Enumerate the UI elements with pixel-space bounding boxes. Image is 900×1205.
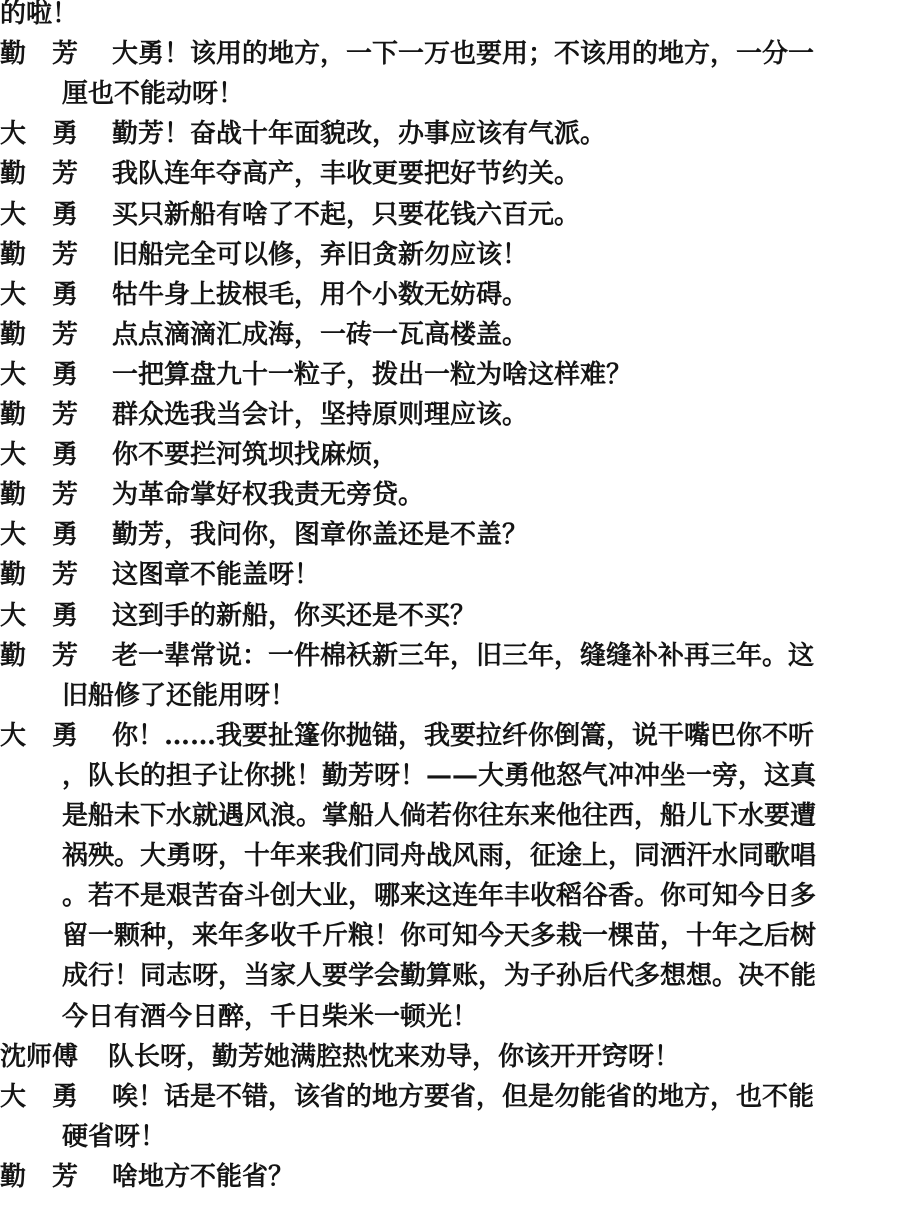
dialogue-line — [0, 1157, 880, 1197]
speech-text: 的啦！ — [0, 0, 79, 29]
continuation-line — [0, 956, 880, 996]
continuation-line — [0, 876, 880, 916]
speaker-name: 勤 芳 — [0, 560, 79, 591]
dialogue-line — [0, 154, 880, 194]
speech-text: 为革命掌好权我责无旁贷。 — [112, 480, 425, 511]
dialogue-line — [0, 475, 880, 515]
speaker-name: 大 勇 — [0, 279, 79, 310]
dialogue-line — [0, 195, 880, 235]
dialogue-line — [0, 636, 880, 676]
speech-text: 你不要拦河筑坝找麻烦， — [112, 440, 399, 471]
dialogue-line — [0, 435, 880, 475]
speech-text: 旧船修了还能用呀！ — [62, 680, 297, 711]
speech-text: 成行！同志呀，当家人要学会勤算账，为子孙后代多想想。决不能 — [62, 961, 817, 992]
speech-text: 是船未下水就遇风浪。掌船人倘若你往东来他往西，船儿下水要遭 — [62, 801, 817, 831]
speech-text: 勤芳！奋战十年面貌改，办事应该有气派。 — [112, 119, 607, 150]
speech-text: 啥地方不能省？ — [112, 1161, 295, 1192]
dialogue-line — [0, 395, 880, 435]
speech-text: 一把算盘九十一粒子，拨出一粒为啥这样难？ — [112, 359, 633, 390]
dialogue-line — [0, 275, 880, 315]
speech-text: 留一颗种，来年多收千斤粮！你可知今天多栽一棵苗，十年之后树 — [62, 921, 817, 952]
speech-text: 硬省呀！ — [62, 1121, 167, 1152]
speech-text: 祸殃。大勇呀，十年来我们同舟战风雨，征途上，同洒汗水同歌唱 — [62, 841, 817, 872]
speech-text: 这图章不能盖呀！ — [112, 560, 321, 591]
speaker-name: 大 勇 — [0, 119, 79, 150]
continuation-line — [0, 997, 880, 1037]
speech-text: 旧船完全可以修，弃旧贪新勿应该！ — [112, 239, 529, 270]
speech-text: 厘也不能动呀！ — [62, 79, 245, 110]
speaker-name: 大 勇 — [0, 1081, 79, 1112]
speaker-name: 大 勇 — [0, 600, 79, 631]
dialogue-line — [0, 1037, 880, 1077]
continuation-line — [0, 0, 880, 34]
continuation-line — [0, 836, 880, 876]
dialogue-line — [0, 34, 880, 74]
continuation-line — [0, 1117, 880, 1157]
speech-text: 点点滴滴汇成海，一砖一瓦高楼盖。 — [112, 319, 529, 350]
dialogue-line — [0, 596, 880, 636]
dialogue-line — [0, 355, 880, 395]
continuation-line — [0, 74, 880, 114]
continuation-line — [0, 796, 880, 836]
speech-text: ，队长的担子让你挑！勤芳呀！——大勇他怒气冲冲坐一旁，这真 — [62, 760, 817, 791]
speaker-name: 大 勇 — [0, 359, 79, 390]
speaker-name: 大 勇 — [0, 199, 79, 230]
speech-text: 买只新船有啥了不起，只要花钱六百元。 — [112, 199, 581, 230]
dialogue-line — [0, 716, 880, 756]
speaker-name: 勤 芳 — [0, 480, 79, 511]
speaker-name: 大 勇 — [0, 720, 79, 751]
speaker-name: 勤 芳 — [0, 39, 79, 70]
speech-text: 你！……我要扯篷你抛锚，我要拉纤你倒篙，说干嘴巴你不听 — [112, 720, 815, 751]
speech-text: 唉！话是不错，该省的地方要省，但是勿能省的地方，也不能 — [112, 1081, 815, 1112]
continuation-line — [0, 916, 880, 956]
speech-text: 这到手的新船，你买还是不买？ — [112, 600, 477, 631]
speaker-name: 勤 芳 — [0, 239, 79, 270]
speech-text: 牯牛身上拔根毛，用个小数无妨碍。 — [112, 279, 529, 310]
speech-text: 今日有酒今日醉，千日柴米一顿光！ — [62, 1001, 479, 1032]
speech-text: 。若不是艰苦奋斗创大业，哪来这连年丰收稻谷香。你可知今日多 — [62, 881, 817, 912]
speaker-name: 沈师傅 — [0, 1041, 79, 1072]
speech-text: 群众选我当会计，坚持原则理应该。 — [112, 400, 529, 430]
speech-text: 队长呀，勤芳她满腔热忱来劝导，你该开开窍呀！ — [108, 1041, 681, 1072]
speech-text: 老一辈常说：一件棉袄新三年，旧三年，缝缝补补再三年。这 — [112, 640, 815, 671]
dialogue-line — [0, 114, 880, 154]
speech-text: 大勇！该用的地方，一下一万也要用；不该用的地方，一分一 — [112, 39, 815, 70]
continuation-line — [0, 756, 880, 796]
dialogue-line — [0, 235, 880, 275]
dialogue-line — [0, 315, 880, 355]
speaker-name: 勤 芳 — [0, 159, 79, 190]
speech-text: 勤芳，我问你，图章你盖还是不盖？ — [112, 520, 529, 551]
speaker-name: 勤 芳 — [0, 319, 79, 350]
speaker-name: 勤 芳 — [0, 400, 79, 430]
dialogue-line — [0, 1077, 880, 1117]
speaker-name: 大 勇 — [0, 520, 79, 551]
continuation-line — [0, 676, 880, 716]
speech-text: 我队连年夺高产，丰收更要把好节约关。 — [112, 159, 581, 190]
speaker-name: 大 勇 — [0, 440, 79, 471]
dialogue-line — [0, 555, 880, 595]
speaker-name: 勤 芳 — [0, 1161, 79, 1192]
speaker-name: 勤 芳 — [0, 640, 79, 671]
dialogue-line — [0, 515, 880, 555]
